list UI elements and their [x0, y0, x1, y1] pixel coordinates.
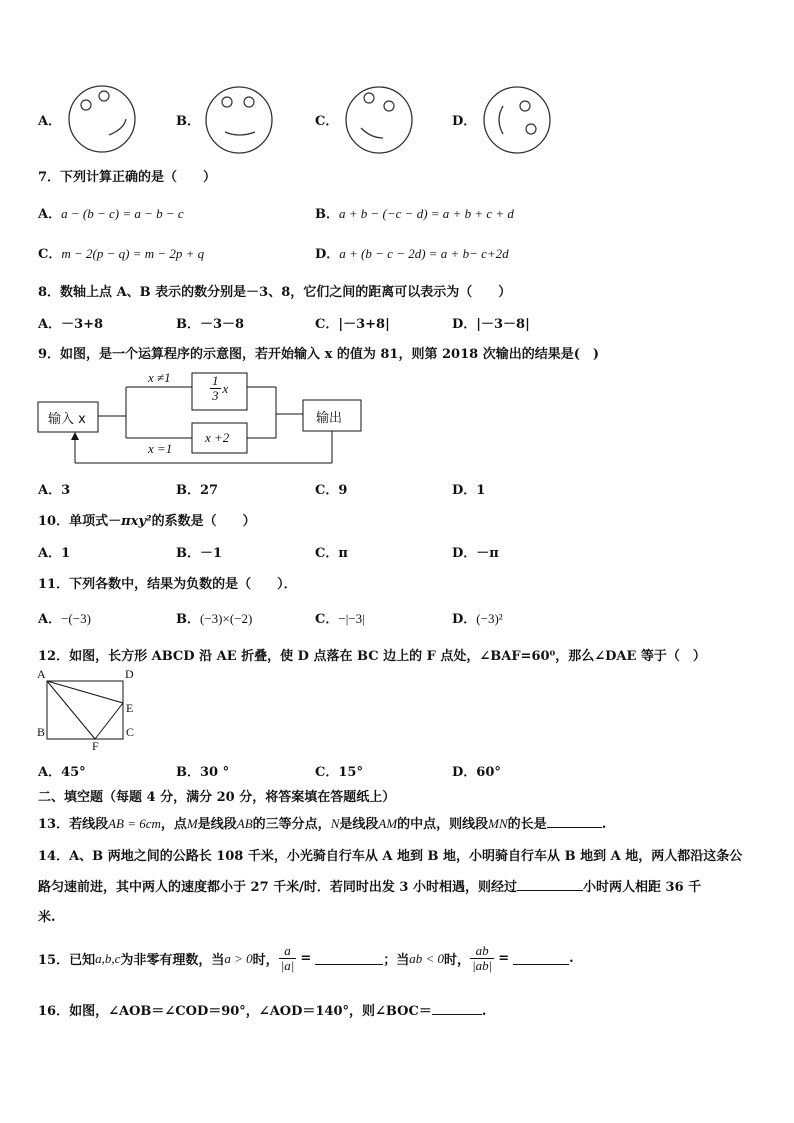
- q8-option-b[interactable]: B．－3－8: [176, 317, 245, 332]
- q10-option-d[interactable]: D．－π: [452, 546, 499, 561]
- q12-option-a[interactable]: A．45°: [38, 765, 86, 780]
- label-b: B: [37, 725, 46, 739]
- label-f: F: [92, 739, 99, 753]
- q9-stem: 9．如图，是一个运算程序的示意图，若开始输入 x 的值为 81，则第 2018 次输出的结果是( ): [38, 347, 600, 362]
- q15-stem: 15．已知 a,b,c 为非零有理数，当 a > 0 时， $\frac{a}{|a|}$ = ；当 ab < 0 时， $\frac{ab}{|ab|}$ = .: [38, 943, 574, 973]
- q7-option-b[interactable]: B．a + b − (−c − d) = a + b + c + d: [315, 206, 514, 222]
- q15-fraction-1: $\frac{a}{|a|}$: [280, 943, 295, 973]
- q8-option-a[interactable]: A．－3+8: [38, 317, 104, 332]
- q7-option-a[interactable]: A．a − (b − c) = a − b − c: [38, 206, 184, 222]
- q6-option-b-letter[interactable]: B．: [176, 114, 200, 129]
- q16-answer-blank[interactable]: [432, 1002, 482, 1015]
- q8-option-c[interactable]: C．|－3+8|: [315, 317, 390, 332]
- q10-option-b[interactable]: B．－1: [176, 546, 223, 561]
- q9-option-d[interactable]: D．1: [452, 483, 486, 498]
- q7-option-c[interactable]: C．m − 2(p − q) = m − 2p + q: [38, 246, 205, 262]
- op-top-label: $\frac{1}{3}$ x: [212, 373, 229, 403]
- q10-option-c[interactable]: C．π: [315, 546, 348, 561]
- q14-line-3: 米.: [38, 910, 56, 925]
- q16-stem: 16．如图，∠AOB＝∠COD＝90°，∠AOD＝140°，则∠BOC＝ .: [38, 1004, 487, 1019]
- op-bottom-label: x +2: [205, 430, 230, 445]
- q14-line-2: 路匀速前进，其中两人的速度都小于 27 千米/时．若同时出发 3 小时相遇，则经过 小时两人相距 36 千: [38, 880, 702, 895]
- q7-stem: 7．下列计算正确的是（ ）: [38, 170, 217, 185]
- q8-option-d[interactable]: D．|－3－8|: [452, 317, 530, 332]
- q13-stem: 13．若线段AB = 6cm，点M是线段AB的三等分点，N是线段AM的中点，则线段MN的长是 .: [38, 816, 607, 832]
- label-a: A: [37, 667, 46, 681]
- q7-option-d[interactable]: D．a + (b − c − 2d) = a + b− c+2d: [315, 246, 509, 262]
- q15-answer-blank-2[interactable]: [513, 952, 569, 965]
- section-2-heading: 二、填空题（每题 4 分，满分 20 分，将答案填在答题纸上）: [38, 790, 396, 805]
- q10-stem: 10．单项式－πxy²的系数是（ ）: [38, 514, 256, 529]
- q15-fraction-2: $\frac{ab}{|ab|}$: [472, 943, 493, 973]
- output-label: 输出: [316, 411, 343, 426]
- q9-option-c[interactable]: C．9: [315, 483, 348, 498]
- input-label: 输入 x: [48, 412, 86, 427]
- label-d: D: [125, 667, 134, 681]
- q11-stem: 11．下列各数中，结果为负数的是（ ）．: [38, 577, 297, 592]
- q9-option-a[interactable]: A．3: [38, 483, 71, 498]
- cond-top-label: x ≠1: [148, 370, 171, 385]
- q14-answer-blank[interactable]: [517, 878, 583, 891]
- q11-option-b[interactable]: B．(−3)×(−2): [176, 611, 253, 627]
- q11-option-c[interactable]: C．−|−3|: [315, 611, 365, 627]
- q14-line-1: 14．A、B 两地之间的公路长 108 千米，小光骑自行车从 A 地到 B 地，小明骑自行车从 B 地到 A 地，两人都沿这条公: [38, 849, 743, 864]
- q15-answer-blank-1[interactable]: [315, 952, 383, 965]
- q12-option-d[interactable]: D．60°: [452, 765, 501, 780]
- q11-option-a[interactable]: A．−(−3): [38, 611, 91, 627]
- q6-option-c-letter[interactable]: C．: [315, 114, 339, 129]
- q8-stem: 8．数轴上点 A、B 表示的数分别是－3、8，它们之间的距离可以表示为（ ）: [38, 285, 512, 300]
- q12-option-c[interactable]: C．15°: [315, 765, 363, 780]
- q6-option-a-letter[interactable]: A．: [38, 114, 62, 129]
- q9-option-b[interactable]: B．27: [176, 483, 219, 498]
- label-c: C: [126, 725, 135, 739]
- label-e: E: [126, 701, 134, 715]
- q6-option-d-letter[interactable]: D．: [452, 114, 477, 129]
- q10-option-a[interactable]: A．1: [38, 546, 71, 561]
- cond-bottom-label: x =1: [148, 441, 173, 456]
- q13-answer-blank[interactable]: [547, 815, 602, 828]
- q12-stem: 12．如图，长方形 ABCD 沿 AE 折叠，使 D 点落在 BC 边上的 F 点处，∠BAF=60⁰，那么∠DAE 等于（ ）: [38, 649, 706, 664]
- q11-option-d[interactable]: D．(−3)²: [452, 611, 503, 627]
- q12-option-b[interactable]: B．30 °: [176, 765, 230, 780]
